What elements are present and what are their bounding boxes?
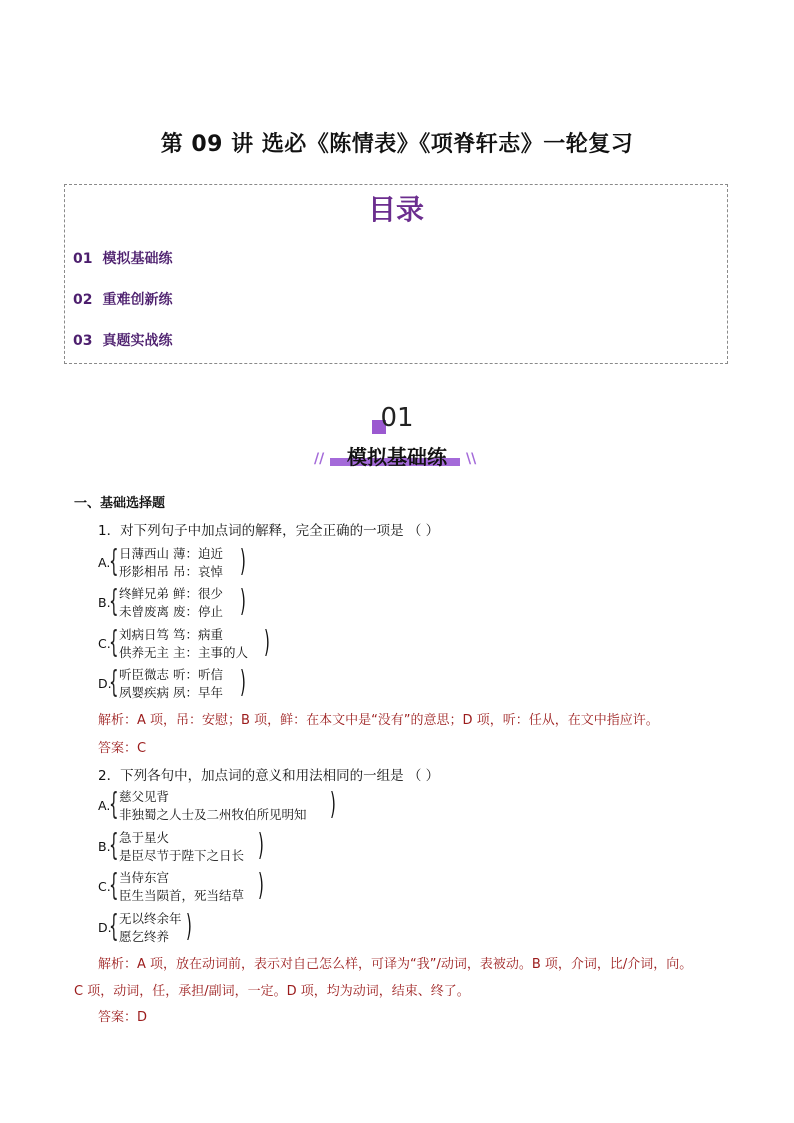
q1-answer: 答案：C <box>98 741 147 756</box>
toc-item-label: 真题实战练 <box>102 333 173 349</box>
option-line: 无以终余年 <box>119 911 182 926</box>
right-paren-icon: ) <box>240 665 246 700</box>
left-brace-icon: { <box>109 584 119 619</box>
toc-item-2[interactable] <box>73 289 172 309</box>
right-paren-icon: ) <box>258 828 264 863</box>
option-line: 刘病日笃 笃：病重 <box>119 627 223 642</box>
toc-item-label: 重难创新练 <box>102 292 173 308</box>
option-line: 是臣尽节于陛下之日长 <box>119 848 245 863</box>
left-brace-icon: { <box>109 868 119 903</box>
table-of-contents <box>64 184 728 364</box>
option-label: A. <box>98 798 111 813</box>
q2-analysis-line-2: C 项，动词，任，承担/副词，一定。D 项，均为动词，结束、终了。 <box>74 984 470 999</box>
left-brace-icon: { <box>109 625 119 660</box>
option-label: B. <box>98 839 111 854</box>
q2-analysis-line-1: 解析：A 项，放在动词前，表示对自己怎么样，可译为“我”/动词，表被动。B 项，介词，比/介词，向。 <box>98 957 693 972</box>
right-paren-icon: ) <box>264 625 270 660</box>
left-brace-icon: { <box>109 828 119 863</box>
left-brace-icon: { <box>109 787 119 822</box>
toc-item-num: 03 <box>73 333 93 349</box>
question-2-stem: 2．下列各句中，加点词的意义和用法相同的一组是 （ ） <box>98 768 440 784</box>
part-heading: 一、基础选择题 <box>74 496 166 511</box>
section-number: 01 <box>380 403 414 433</box>
option-label: A. <box>98 555 111 570</box>
option-line: 未曾废离 废：停止 <box>119 604 223 619</box>
option-label: B. <box>98 595 111 610</box>
option-line: 当侍东宫 <box>119 870 170 885</box>
right-paren-icon: ) <box>240 584 246 619</box>
section-right-decoration: \\ <box>466 451 477 467</box>
option-label: D. <box>98 676 112 691</box>
toc-heading: 目录 <box>367 193 424 226</box>
toc-item-num: 01 <box>73 251 93 267</box>
toc-item-num: 02 <box>73 292 93 308</box>
option-line: 非独蜀之人士及二州牧伯所见明知 <box>119 807 307 822</box>
left-brace-icon: { <box>109 544 119 579</box>
right-paren-icon: ) <box>186 909 192 944</box>
option-line: 急于星火 <box>119 830 170 845</box>
option-label: C. <box>98 879 111 894</box>
option-line: 臣生当陨首，死当结草 <box>119 888 245 903</box>
option-label: D. <box>98 920 112 935</box>
right-paren-icon: ) <box>330 787 336 822</box>
option-line: 慈父见背 <box>119 789 170 804</box>
question-1-stem: 1．对下列句子中加点词的解释，完全正确的一项是 （ ） <box>98 523 440 539</box>
option-line: 终鲜兄弟 鲜：很少 <box>119 586 223 601</box>
right-paren-icon: ) <box>258 868 264 903</box>
section-left-decoration: // <box>314 451 325 467</box>
option-line: 愿乞终养 <box>119 929 170 944</box>
option-label: C. <box>98 636 111 651</box>
option-line: 夙婴疾病 夙：早年 <box>119 685 223 700</box>
right-paren-icon: ) <box>240 544 246 579</box>
q2-answer: 答案：D <box>98 1010 148 1025</box>
left-brace-icon: { <box>109 665 119 700</box>
toc-item-3[interactable] <box>73 330 172 350</box>
left-brace-icon: { <box>109 909 119 944</box>
section-title: 模拟基础练 <box>347 445 447 469</box>
page-title: 第 09 讲 选必《陈情表》《项脊轩志》一轮复习 <box>160 132 634 157</box>
toc-item-1[interactable] <box>73 248 172 268</box>
option-line: 供养无主 主：主事的人 <box>119 645 248 660</box>
option-line: 听臣微志 听：听信 <box>119 667 223 682</box>
option-line: 形影相吊 吊：哀悼 <box>119 564 223 579</box>
q1-analysis: 解析：A 项，吊：安慰；B 项，鲜：在本文中是“没有”的意思；D 项，听：任从，在文中指应许。 <box>98 713 659 728</box>
option-line: 日薄西山 薄：迫近 <box>119 546 223 561</box>
toc-item-label: 模拟基础练 <box>102 251 173 267</box>
